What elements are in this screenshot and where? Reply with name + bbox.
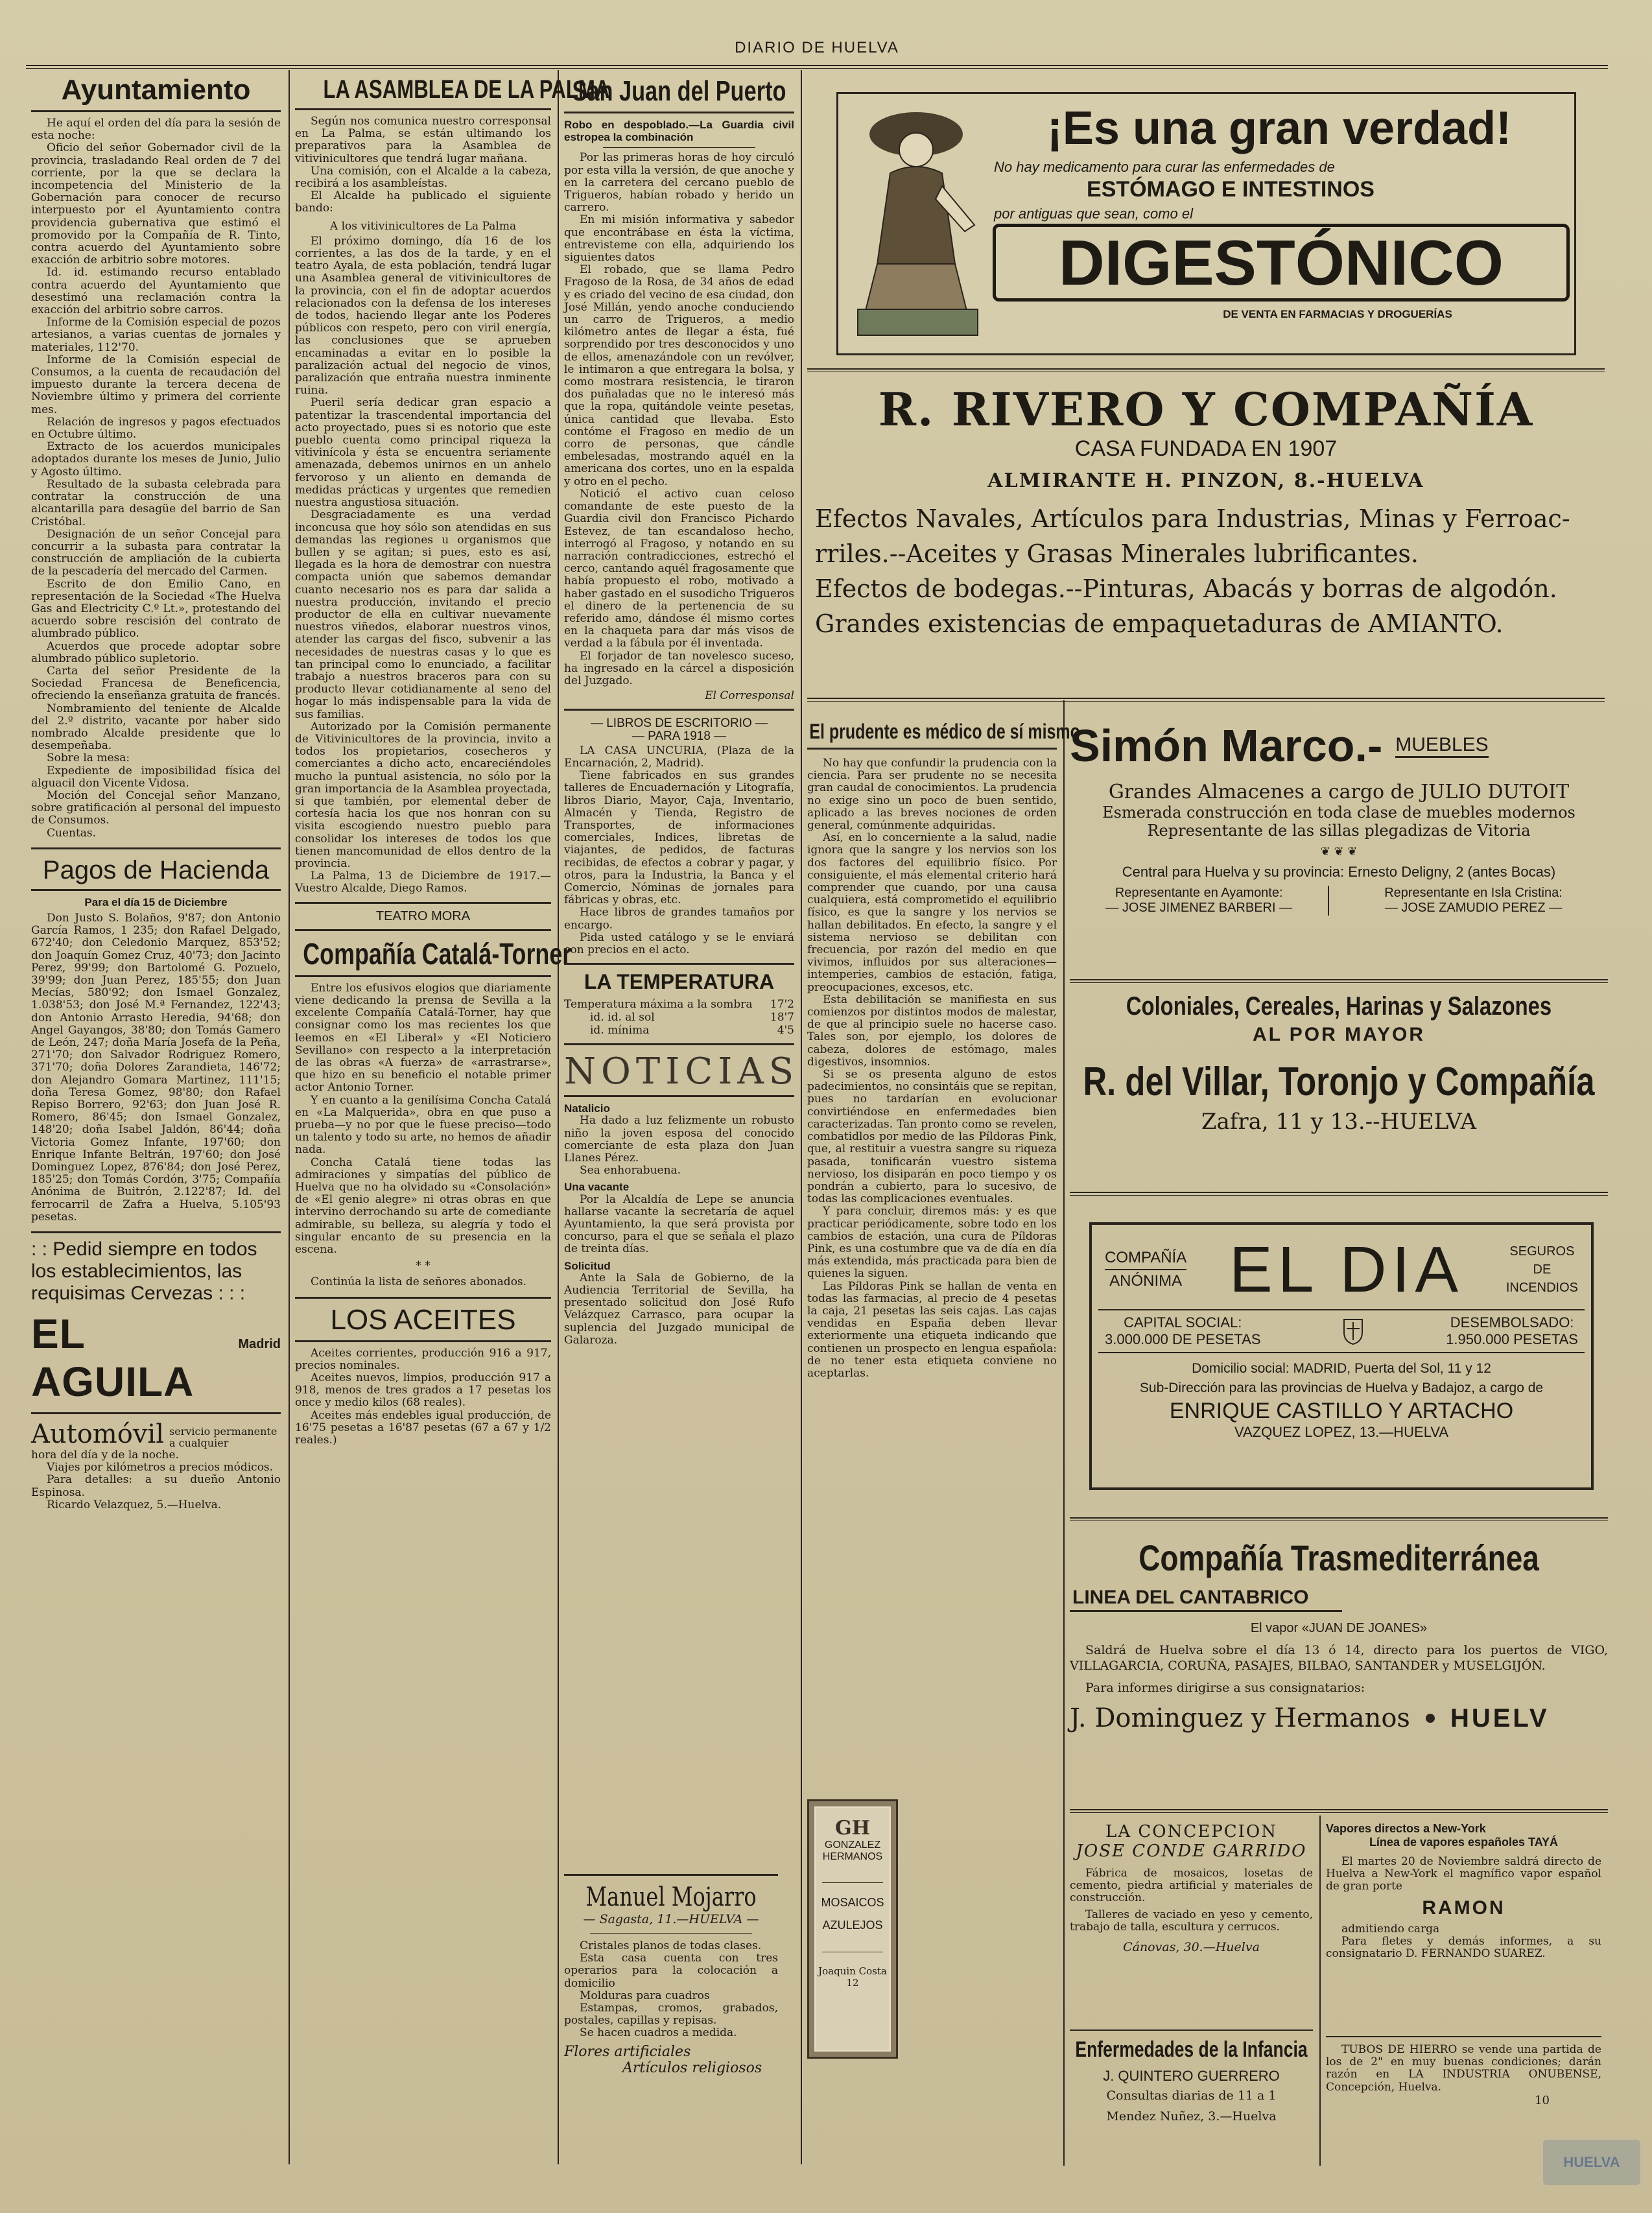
- simon-rep1: — JOSE JIMENEZ BARBERI —: [1105, 901, 1293, 915]
- ayuntamiento-para: Extracto de los acuerdos municipales adoptados durante los meses de Junio, Julio y Agosto último.: [31, 440, 281, 479]
- ayuntamiento-para: Informe de la Comisión especial de pozos artesianos, a varias cuentas de jornales y materiales, 112'70.: [31, 316, 281, 354]
- vapores-title: Vapores directos a New-York: [1326, 1822, 1486, 1835]
- ayuntamiento-para: Oficio del señor Gobernador civil de la provincia, trasladando Real orden de 7 del corriente, por la que se declara la incompetencia del Ministerio de la Gobernación para conocer de recurso interpuesto por el Ayuntamiento contra providencia gubernativa que estimó el promovido por la Compañía de R. Tinto, contra acuerdo del Ayuntamiento sobre exacción de arbitrio sobre motores.: [31, 141, 281, 267]
- digestonico-footer: DE VENTA EN FARMACIAS Y DROGUERÍAS: [1223, 308, 1452, 320]
- simon-rep2: — JOSE ZAMUDIO PEREZ —: [1384, 901, 1563, 915]
- enfermedades-doctor: J. QUINTERO GUERRERO: [1103, 2068, 1280, 2084]
- trasme-line: LINEA DEL CANTABRICO: [1072, 1587, 1309, 1608]
- bando-para: Desgraciadamente es una verdad inconcusa que hoy sólo son atendidas en sus demandas las regiones u organismos que bullen y se agitan; si pues, esto es así, llegada es la hora de demostrar con nuestra compacta unión que sabemos demandar cuanto necesario nos es para dar salida a nuestra producción, invitando el precio productor de ella en cultivar nuevamente nuestros viñedos, elaborar nuestros vinos, atender las cargas del fisco, subvenir a las necesidades de nuestras casas y lo que es tan principal como lo enunciado, a facilitar trabajo a nuestros braceros para con su producto llevar cotidianamente al seno del hogar lo más indispensable para la vida de sus familias.: [295, 508, 551, 721]
- rivero-line: Grandes existencias de empaquetaduras de AMIANTO.: [815, 609, 1504, 638]
- libros-para: Hace libros de grandes tamaños por encargo.: [564, 906, 794, 932]
- bando-para: Pueril sería dedicar gran espacio a patentizar la trascendental importancia del acto proyectado, pues si es notorio que este pueblo cuenta como principal riqueza la vitivinícola y ésta se encuentra seriamente amenazada, debemos unirnos en un anhelo fervoroso y un aliento en demanda de medidas prácticas y urgentes que remedien nuestra angustiosa situación.: [295, 396, 551, 510]
- eldia-sub: Sub-Dirección para las provincias de Huelva y Badajoz, a cargo de: [1139, 1380, 1544, 1395]
- digestonico-headline: ¡Es una gran verdad!: [1046, 102, 1512, 154]
- woman-illustration: [845, 95, 987, 348]
- mojarro-ad: [564, 1874, 778, 2153]
- noticia-text: Ha dado a luz felizmente un robusto niño la joven esposa del conocido comerciante de esta plaza don Juan Llanes Pérez.: [564, 1114, 794, 1165]
- divider: [295, 1297, 551, 1299]
- temp-value: 17'2: [770, 998, 794, 1012]
- prudente-para: Las Píldoras Pink se hallan de venta en todas las farmacias, al precio de 4 pesetas la caja, 21 pesetas las seis cajas. Las cajas vendidas en España deben llevar exteriormente una etiqueta indicando que contienen un prospecto en lengua española: de no tener esta etiqueta conviene no aceptarlas.: [807, 1279, 1057, 1380]
- ayuntamiento-para: Carta del señor Presidente de la Sociedad Francesa de Beneficencia, ofreciendo la enseñanza gratuita de francés.: [31, 664, 281, 703]
- sanjuan-para: Por las primeras horas de hoy circuló por esta villa la versión, de que anoche y en la carretera del cercano pueblo de Trigueros, habían robado y herido un carrero.: [564, 151, 794, 215]
- stamp-text: HUELVA: [1563, 2154, 1620, 2170]
- compania-para: Entre los efusivos elogios que diariamente viene dedicando la prensa de Sevilla a la excelente Compañía Catalá-Torner, hay que consignar como los mas recientes los que leemos en «El Liberal» y «El Noticiero Sevillano» con respecto a la interpretación de las obras «A fuerza» de «arrastrarse», que hizo en su beneficio el notable primer actor Antonio Torner.: [295, 981, 551, 1095]
- temp-value: 18'7: [770, 1011, 794, 1024]
- automovil-ad: [31, 1419, 281, 1511]
- ayuntamiento-intro: He aquí el orden del día para la sesión de esta noche:: [31, 117, 281, 143]
- column-3: [564, 71, 799, 2166]
- mojarro-line: Estampas, cromos, grabados, postales, capillas y repisas.: [564, 2002, 778, 2028]
- gonzalez-address: Joaquin Costa 12: [818, 1965, 887, 1989]
- mojarro-name: Manuel Mojarro: [585, 1882, 757, 1912]
- ayuntamiento-para: Cuentas.: [47, 826, 97, 840]
- column-divider: [289, 70, 290, 2164]
- ayuntamiento-para: Moción del Concejal señor Manzano, sobre gratificación al personal del impuesto de Consumos.: [31, 788, 281, 827]
- rivero-founded: CASA FUNDADA EN 1907: [1074, 436, 1338, 461]
- vapores-text: El martes 20 de Noviembre saldrá directo de Huelva a New-York el magnífico vapor español de gran porte: [1326, 1855, 1601, 1893]
- eldia-right2: DE: [1533, 1262, 1552, 1277]
- divider: [295, 975, 551, 977]
- digestonico-brand: DIGESTÓNICO: [993, 224, 1570, 302]
- trasme-info: Para informes dirigirse a sus consignatarios:: [1085, 1681, 1365, 1695]
- temp-label: id. id. al sol: [590, 1011, 655, 1024]
- enfermedades-hours: Consultas diarias de 11 a 1: [1106, 2089, 1277, 2103]
- divider: [564, 1095, 794, 1097]
- eldia-left2: ANÓNIMA: [1109, 1272, 1183, 1290]
- mojarro-line: Se hacen cuadros a medida.: [580, 2026, 737, 2040]
- temp-value: 4'5: [777, 1024, 794, 1037]
- prudente-para: Si se os presenta alguno de estos padecimientos, no consintáis que se repitan, pues no tardarían en evolucionar convirtiéndose en enfermedades bien caracterizadas. Tan pronto como se revelen, combatidlos por medio de las Píldoras Pink, que, al restituir a vuestra sangre su riqueza pasada, tonificarán vuestro sistema nervioso, los disiparán en poco tiempo y os pondrán a cubierto, para lo sucesivo, de todas las complicaciones eventuales.: [807, 1068, 1057, 1206]
- temperatura-title: LA TEMPERATURA: [584, 970, 775, 994]
- concepcion-line: Fábrica de mosaicos, losetas de cemento, piedra artificial y materiales de construcción.: [1070, 1867, 1313, 1905]
- noticia-heading: Una vacante: [564, 1181, 630, 1194]
- villar-line1: Coloniales, Cereales, Harinas y Salazones: [1126, 992, 1552, 1021]
- divider: [31, 847, 281, 849]
- asamblea-para: Según nos comunica nuestro corresponsal en La Palma, se están ultimando los preparativos para la Asamblea de vitivinicultores que tendrá lugar mañana.: [295, 115, 551, 165]
- aguila-brand: EL AGUILA: [31, 1310, 195, 1406]
- masthead-title: DIARIO DE HUELVA: [735, 39, 899, 56]
- ayuntamiento-para: Informe de la Comisión especial de Consumos, a la cuenta de recaudación del impuesto durante la tercera decena de Noviembre último y primera del corriente mes.: [31, 353, 281, 416]
- ayuntamiento-para: Id. id. estimando recurso entablado contra acuerdo del Ayuntamiento que desestimó una reclamación contra la exacción del arbitrio sobre carros.: [31, 266, 281, 317]
- aguila-ad: [31, 1238, 281, 1406]
- compania-title: Compañía Catalá-Torner: [303, 936, 572, 971]
- teatro-title: TEATRO MORA: [375, 908, 471, 923]
- aguila-line2: los establecimientos, las: [31, 1260, 242, 1283]
- libros-para: Pida usted catálogo y se le enviará con precios en el acto.: [564, 930, 794, 956]
- column-4: [807, 720, 1080, 1783]
- column-divider: [558, 70, 559, 2164]
- bando-para: El próximo domingo, día 16 de los corrientes, a las dos de la tarde, y en el teatro Ayala, de esta población, tendrá lugar una Asamblea general de vitivinicultores de la provincia, con el fin de adoptar acuerdos relacionados con la defensa de los intereses de todos, haciendo llegar ante los Poderes públicos con respeto, pero con viril energía, las conclusiones que se aprueben encaminadas a evitar en lo posible la paralización actual del negocio de vinos, paralización que entraña nuestra inminente ruina.: [295, 234, 551, 397]
- prudente-title: El prudente es médico de sí mismo: [809, 720, 1080, 743]
- temp-label: id. mínima: [590, 1024, 650, 1037]
- divider: [295, 1340, 551, 1342]
- gonzalez-name1: GONZALEZ: [824, 1840, 881, 1851]
- ayuntamiento-para: Relación de ingresos y pagos efectuados en Octubre último.: [31, 415, 281, 442]
- sanjuan-para: Notició el activo cuan celoso comandante de este puesto de la Guardia civil don Francisco Pichardo Estevez, de tan escandaloso hecho, interrogó al Fragoso, y notando en su narración contradicciones, estrechó el cerco, cantando aquél fragosamente que había propuesto el robo, motivado a haber gastado en el susodicho Trigueros el dinero de la pertenencia de su referido amo, dándose él mismo cortes en la chaqueta para dar más visos de verdad a la fábula por él inventada.: [564, 487, 794, 650]
- asamblea-title: LA ASAMBLEA DE LA PALMA: [323, 75, 610, 104]
- villar-ad: [1070, 992, 1608, 1180]
- automovil-text: Viajes por kilómetros a precios módicos.: [47, 1461, 274, 1474]
- digestonico-line2: ESTÓMAGO E INTESTINOS: [1087, 177, 1375, 202]
- digestonico-line1: No hay medicamento para curar las enfermedades de: [994, 159, 1335, 175]
- asamblea-para: El Alcalde ha publicado el siguiente bando:: [295, 189, 551, 215]
- divider: [295, 108, 551, 110]
- temp-row: [564, 1024, 794, 1037]
- ayuntamiento-title: Ayuntamiento: [61, 74, 251, 106]
- compania-para: Concha Catalá tiene todas las admiraciones y simpatías del público de Huelva que no ha olvidado su «Consolación» de «El genio alegre» ni otras obras en que intervino derrochando su arte de comediante admirable, su belleza, su alegría y todo el singular encanto de su presencia en la escena.: [295, 1155, 551, 1257]
- noticias-title: NOTICIAS: [564, 1050, 799, 1093]
- enfermedades-ad: [1070, 2030, 1313, 2159]
- concepcion-title: LA CONCEPCION: [1105, 1822, 1277, 1841]
- divider: [564, 1043, 794, 1045]
- rivero-line: Efectos Navales, Artículos para Industrias, Minas y Ferroac-: [815, 504, 1570, 533]
- eldia-address: VAZQUEZ LOPEZ, 13.—HUELVA: [1234, 1424, 1449, 1440]
- pagos-subtitle: Para el día 15 de Diciembre: [84, 895, 228, 908]
- pagos-list: Don Justo S. Bolaños, 9'87; don Antonio García Ramos, 1 235; don Rafael Delgado, 672'40; don Celedonio Marquez, 853'52; don Joaquín Gomez Cruz, 40'73; don Jacinto Perez, 99'99; don Bartolomé G. Pozuelo, 39'99; don Juan Perez, 185'55; don Juan Mecías, 580'92; don Ismael Gonzalez, 1.038'53; don José M.ª Fernandez, 122'43; don Antonio Arrasto Heredia, 94'68; don Angel Gayangos, 38'80; don Tomás Gamero de León, 247; doña María Josefa de la Peña, 271'70; don Salvador Rodriguez Romero, 371'70; doña Dolores Zarandieta, 146'72; don Alejandro Gomara Martinez, 111'15; doña Teresa Gomez, 98'80; don Rafael Repiso Borrero, 92'63; don Juan José R. Romero, 86'45; don Ismael Gonzalez, 148'20; doña Isabel Jaldón, 86'44; doña Victoria Gomez Infante, 197'60; don Enrique Infante Beltrán, 197'60; don José Dominguez Lopez, 876'84; don José Perez, 185'25; don Tomás Cordón, 3'75; Compañía Anónima de Buitrón, 2.122'87; Id. del ferrocarril de Zafra a Huelva, 5.105'93 pesetas.: [31, 911, 281, 1224]
- villar-name: R. del Villar, Toronjo y Compañía: [1083, 1059, 1595, 1104]
- divider: [31, 110, 281, 112]
- rivero-line: Efectos de bodegas.--Pinturas, Abacás y borras de algodón.: [815, 574, 1557, 603]
- automovil-title: Automóvil: [31, 1419, 164, 1450]
- eldia-capital-value: 3.000.000 DE PESETAS: [1105, 1331, 1261, 1347]
- bando-title: A los vitivinicultores de La Palma: [329, 219, 517, 233]
- concepcion-owner: JOSE CONDE GARRIDO: [1076, 1841, 1307, 1861]
- aceites-para: Aceites nuevos, limpios, producción 917 a 918, menos de tres grados a 17 pesetas los once y medio kilos (68 reales).: [295, 1371, 551, 1410]
- vapores-ship: RAMON: [1422, 1897, 1505, 1919]
- gonzalez-name2: HERMANOS: [822, 1851, 883, 1862]
- divider: [1070, 1192, 1608, 1196]
- divider: [31, 1412, 281, 1414]
- tubos-number: 10: [1535, 2093, 1550, 2107]
- divider: [807, 748, 1057, 750]
- ayuntamiento-para: Expediente de imposibilidad física del alguacil don Vicente Vidosa.: [31, 764, 281, 790]
- digestonico-line3: por antiguas que sean, como el: [994, 206, 1193, 222]
- simon-rep1-heading: Representante en Ayamonte:: [1115, 886, 1283, 900]
- aceites-title: LOS ACEITES: [330, 1303, 516, 1336]
- trasmediterranea-ad: [1070, 1537, 1608, 1822]
- trasme-city: HUELV: [1450, 1703, 1550, 1733]
- divider: [1070, 1809, 1608, 1813]
- sanjuan-para: En mi misión informativa y sabedor que encontrábase en ésta la víctima, entrevisteme con ella, adquiriendo los siguientes datos: [564, 213, 794, 265]
- libros-para: Tiene fabricados en sus grandes talleres de Encuadernación y Litografía, libros Diario, Mayor, Caja, Inventario, Almacén y Tienda, Registro de Transportes, de informaciones comerciales, Indices, libretas de viajantes, de pedidos, de facturas recibidas, de efectos a cobrar y pagar, y otros, para la Industria, la Banca y el Comercio, Nóminas de jornales para fábricas y obras, etc.: [564, 769, 794, 907]
- libros-title: — LIBROS DE ESCRITORIO —: [590, 716, 768, 731]
- automovil-text: hora del día y de la noche.: [31, 1449, 179, 1462]
- divider: [295, 929, 551, 931]
- noticia-heading: Natalicio: [564, 1102, 610, 1115]
- aceites-para: Aceites más endebles igual producción, de 16'75 pesetas a 16'87 pesetas (67 a 67 y 1/2 reales.): [295, 1408, 551, 1447]
- vapores-text: admitiendo carga: [1341, 1922, 1440, 1935]
- eldia-right3: INCENDIOS: [1505, 1281, 1578, 1295]
- libros-subtitle: — PARA 1918 —: [631, 729, 727, 743]
- divider: [31, 889, 281, 891]
- sanjuan-correspondent: El Corresponsal: [705, 689, 794, 703]
- temperatura-table: [564, 998, 794, 1037]
- vapores-ad: [1326, 1822, 1601, 2030]
- masthead-rule: [26, 65, 1608, 69]
- sanjuan-subtitle: Robo en despoblado.—La Guardia civil estropea la combinación: [564, 119, 794, 144]
- enfermedades-address: Mendez Nuñez, 3.—Huelva: [1106, 2109, 1277, 2124]
- noticia-text: Por la Alcaldía de Lepe se anuncia hallarse vacante la secretaría de aquel Ayuntamiento, la que será provista por concurso, para el que se señala el plazo de treinta días.: [564, 1192, 794, 1256]
- divider: [31, 1231, 281, 1233]
- compania-stars: * *: [416, 1259, 431, 1273]
- mojarro-tail2: Artículos religiosos: [622, 2059, 762, 2076]
- simon-rep2-heading: Representante en Isla Cristina:: [1384, 886, 1563, 900]
- divider: [564, 963, 794, 965]
- vapores-line: Línea de vapores españoles TAYÁ: [1369, 1836, 1559, 1849]
- divider: [590, 1933, 752, 1934]
- aguila-city: Madrid: [238, 1337, 281, 1352]
- temp-row: [564, 1011, 794, 1024]
- simon-central: Central para Huelva y su provincia: Ernesto Deligny, 2 (antes Bocas): [1122, 864, 1556, 880]
- ayuntamiento-para: Designación de un señor Concejal para concurrir a la subasta para contratar la construcción de ampliación de la cubierta de la pescadería del mercado del Carmen.: [31, 527, 281, 578]
- mojarro-line: Molduras para cuadros: [580, 1989, 710, 2002]
- compania-para: Continúa la lista de señores abonados.: [311, 1275, 527, 1289]
- gonzalez-monogram: GH: [835, 1817, 870, 1840]
- mojarro-tail1: Flores artificiales: [564, 2043, 691, 2060]
- trasme-agent: J. Dominguez y Hermanos: [1070, 1703, 1410, 1733]
- aceites-para: Aceites corrientes, producción 916 a 917, precios nominales.: [295, 1346, 551, 1372]
- bando-para: Autorizado por la Comisión permanente de Vitivinicultores de la provincia, invito a todos los propietarios, cosecheros y comerciantes a dicho acto, encareciéndoles mucho la puntual asistencia, no sólo por la gran importancia de la Asamblea proyectada, si que también, por elemental deber de cortesía hacia los que nos honran con su visita escogiendo nuestro pueblo para consolidar los intereses de todos los que tienen mancomunidad de ellos dentro de la provincia.: [295, 720, 551, 870]
- noticia-heading: Solicitud: [564, 1259, 611, 1272]
- crest-icon: [1341, 1317, 1365, 1345]
- library-stamp: [1543, 2140, 1640, 2185]
- concepcion-ad: [1070, 1822, 1313, 2010]
- eldia-left1: COMPAÑÍA: [1105, 1247, 1186, 1270]
- divider: [1070, 1517, 1608, 1521]
- ayuntamiento-para: Nombramiento del teniente de Alcalde del 2.º distrito, vacante por haber sido nombrado Alcalde presidente que lo desempeñaba.: [31, 702, 281, 753]
- digestonico-ad: [836, 92, 1576, 355]
- divider: [295, 902, 551, 904]
- temp-label: Temperatura máxima a la sombra: [564, 998, 753, 1012]
- gonzalez-line2: AZULEJOS: [822, 1919, 883, 1932]
- gonzalez-hermanos-ad: [807, 1799, 898, 2059]
- sanjuan-para: El robado, que se llama Pedro Fragoso de la Rosa, de 34 años de edad y es criado del vecino de esa ciudad, don José Millán, yendo anoche conduciendo un carro de Trigueros, a medio kilómetro antes de llegar a ésta, fué sorprendido por tres desconocidos y uno de ellos, amenazándole con un revólver, le intimaron a que entregara la bolsa, y como mostrara resistencia, le tiraron dos puñaladas que no le interesó más que la ropa, quitándole veinte pesetas, única cantidad que llevaba. Esto contóme el Fragoso en medio de un corro de personas, que cándle embelesadas, mostrando aquél en la americana dos cortes, uno en la espalda y otro en el pecho.: [564, 263, 794, 488]
- aguila-line1: : : Pedid siempre en todos: [31, 1238, 257, 1260]
- simon-line2: Esmerada construcción en toda clase de muebles modernos: [1102, 803, 1575, 822]
- divider: [564, 1874, 778, 1876]
- ayuntamiento-para: Acuerdos que procede adoptar sobre alumbrado público supletorio.: [31, 639, 281, 665]
- libros-para: LA CASA UNCURIA, (Plaza de la Encarnación, 2, Madrid).: [564, 744, 794, 770]
- aguila-line3: requisimas Cervezas : : :: [31, 1283, 246, 1305]
- trasme-name: Compañía Trasmediterránea: [1139, 1537, 1539, 1578]
- mojarro-line: Esta casa cuenta con tres operarios para la colocación a domicilio: [564, 1952, 778, 1990]
- rivero-line: rriles.--Aceites y Grasas Minerales lubrificantes.: [815, 539, 1419, 568]
- automovil-side: servicio permanente a cualquier: [169, 1425, 277, 1450]
- mojarro-address: — Sagasta, 11.—HUELVA —: [583, 1912, 759, 1926]
- column-divider: [1319, 1816, 1321, 2166]
- eldia-brand: EL DIA: [1229, 1233, 1464, 1306]
- villar-line2: AL POR MAYOR: [1252, 1024, 1426, 1045]
- noticia-text: Ante la Sala de Gobierno, de la Audiencia Territorial de Sevilla, ha presentado solicitud don José Rufo Velázquez Carrasco, para ocupar la suplencia del Juzgado municipal de Galaroza.: [564, 1271, 794, 1347]
- trasme-text: Saldrá de Huelva sobre el día 13 ó 14, directo para los puertos de VIGO, VILLAGARCIA, CORUÑA, PASAJES, BILBAO, SANTANDER y MUSELGIJÓN.: [1070, 1643, 1608, 1673]
- prudente-para: Así, en lo concerniente a la salud, nadie ignora que la sangre y los nervios son los dos factores del equilibrio físico. Por consiguiente, el más elemental criterio hará comprender que cuando, por una causa cualquiera, está comprometido el equilibrio físico, es que la sangre y los nervios se hallan debilitados. En efecto, la sangre y el sistema nervioso se debilitan con frecuencia, por razón del medio en que vivimos, influidos por sus alteraciones—intemperies, cambios de estación, fatiga, preocupaciones, excesos, etc.: [807, 831, 1057, 994]
- enfermedades-title: Enfermedades de la Infancia: [1075, 2037, 1308, 2062]
- concepcion-line: Talleres de vaciado en yeso y cemento, trabajo de talla, escultura y cerrucos.: [1070, 1908, 1313, 1934]
- trasme-vapor: El vapor «JUAN DE JOANES»: [1250, 1621, 1428, 1635]
- prudente-para: Y para concluir, diremos más: y es que practicar periódicamente, sobre todo en los cambios de estación, una cura de Píldoras Pink, es una costumbre que va de día en día más extendida, más practicada para bien de quienes la siguen.: [807, 1205, 1057, 1281]
- eldia-right1: SEGUROS: [1509, 1244, 1575, 1259]
- divider: [1070, 979, 1608, 983]
- automovil-text: Ricardo Velazquez, 5.—Huelva.: [47, 1498, 222, 1511]
- mojarro-line: Cristales planos de todas clases.: [580, 1939, 762, 1952]
- ayuntamiento-para: Escrito de don Emilio Cano, en representación de la Sociedad «The Huelva Gas and Electricity C.º Lt.», protestando del acuerdo sobre rescisión del contrato de alumbrado público.: [31, 577, 281, 641]
- divider: [564, 709, 794, 711]
- pagos-title: Pagos de Hacienda: [42, 855, 270, 884]
- bando-signature: La Palma, 13 de Diciembre de 1917.—Vuestro Alcalde, Diego Ramos.: [295, 870, 551, 895]
- eldia-desembolsado-value: 1.950.000 PESETAS: [1446, 1331, 1578, 1347]
- concepcion-address: Cánovas, 30.—Huelva: [1123, 1940, 1260, 1955]
- column-divider: [1063, 700, 1065, 2166]
- automovil-text: Para detalles: a su dueño Antonio Espinosa.: [31, 1473, 281, 1499]
- column-1: [31, 71, 281, 2166]
- simon-name: Simón Marco.-: [1070, 720, 1383, 771]
- simon-line1: Grandes Almacenes a cargo de JULIO DUTOIT: [1108, 781, 1570, 803]
- noticia-text: Sea enhorabuena.: [580, 1164, 681, 1178]
- ayuntamiento-para: Resultado de la subasta celebrada para contratar la construcción de una alcantarilla para desagüe del barrio de San Cristóbal.: [31, 477, 281, 528]
- eldia-domicilio: Domicilio social: MADRID, Puerta del Sol, 11 y 12: [1192, 1361, 1491, 1376]
- simon-marco-ad: [1070, 720, 1608, 979]
- simon-tag: MUEBLES: [1395, 734, 1488, 758]
- sanjuan-para: El forjador de tan novelesco suceso, ha ingresado en la cárcel a disposición del Juzgado.: [564, 649, 794, 687]
- eldia-desembolsado-label: DESEMBOLSADO:: [1450, 1314, 1574, 1331]
- column-divider: [801, 70, 802, 2164]
- divider: [807, 698, 1605, 702]
- prudente-para: Esta debilitación se manifiesta en sus comienzos por distintos modos de malestar, de que al principio suele no hacerse caso. Tales son, por ejemplo, los dolores de cabeza, dolores de estómago, males digestivos, insomnios.: [807, 993, 1057, 1069]
- divider: [564, 112, 794, 113]
- rivero-address: ALMIRANTE H. PINZON, 8.-HUELVA: [987, 469, 1424, 492]
- villar-address: Zafra, 11 y 13.--HUELVA: [1201, 1109, 1477, 1135]
- divider: [807, 368, 1605, 372]
- asamblea-para: Una comisión, con el Alcalde a la cabeza, recibirá a los asambleístas.: [295, 164, 551, 191]
- eldia-agent: ENRIQUE CASTILLO Y ARTACHO: [1169, 1399, 1514, 1423]
- masthead: [26, 39, 1608, 65]
- rivero-ad: [807, 368, 1605, 692]
- temp-row: [564, 998, 794, 1011]
- sanjuan-title: San Juan del Puerto: [572, 75, 786, 107]
- tubos-text: TUBOS DE HIERRO se vende una partida de los de 2" en muy buenas condiciones; darán razón en LA INDUSTRIA ONUBENSE, Concepción, Huelva.: [1326, 2043, 1601, 2094]
- bullet-icon: [1426, 1714, 1435, 1723]
- ayuntamiento-para: Sobre la mesa:: [47, 751, 130, 765]
- prudente-para: No hay que confundir la prudencia con la ciencia. Para ser prudente no se necesita gran caudal de conocimientos. La prudencia no exige sino un poco de buen sentido, aplicado a las breves nociones de orden general, comúnmente adquiridas.: [807, 757, 1057, 833]
- eldia-capital-label: CAPITAL SOCIAL:: [1124, 1314, 1242, 1331]
- eldia-ad: [1089, 1222, 1594, 1490]
- divider: [603, 147, 755, 148]
- vapores-text: Para fletes y demás informes, a su consignatario D. FERNANDO SUAREZ.: [1326, 1934, 1601, 1961]
- simon-reps: [1070, 886, 1608, 916]
- ornament: ❦ ❦ ❦: [1320, 845, 1358, 858]
- gonzalez-line1: MOSAICOS: [821, 1896, 884, 1909]
- rivero-name: R. RIVERO Y COMPAÑÍA: [878, 383, 1534, 436]
- simon-line3: Representante de las sillas plegadizas de Vitoria: [1147, 822, 1531, 840]
- compania-para: Y en cuanto a la genilísima Concha Catalá en «La Malquerida», obra en que puso a prueba—y no por que le fuese preciso—todo un talento y todo su arte, no hemos de añadir nada.: [295, 1093, 551, 1157]
